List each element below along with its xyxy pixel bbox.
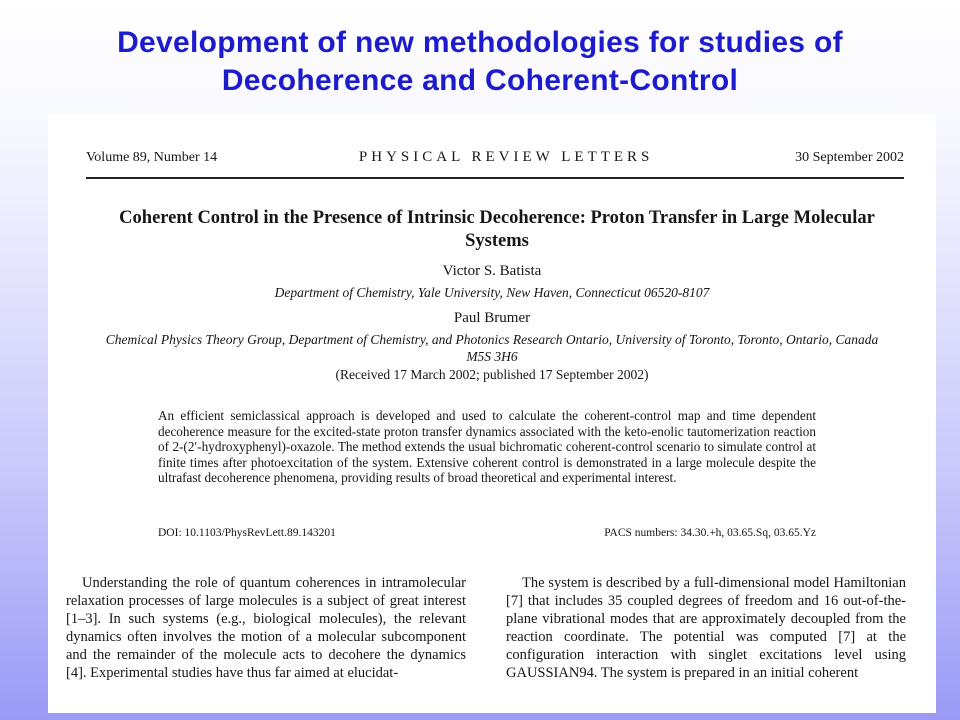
identifiers	[158, 527, 816, 539]
affiliation-1: Department of Chemistry, Yale University, New Haven, Connecticut 06520-8107	[274, 285, 710, 300]
article-title: Coherent Control in the Presence of Intrinsic Decoherence: Proton Transfer in Large Molecular Systems	[119, 208, 875, 251]
journal-name: PHYSICAL REVIEW LETTERS	[358, 149, 654, 165]
slide-title-line-1: Development of new methodologies for studies of	[117, 26, 843, 59]
journal-header	[86, 149, 904, 166]
abstract: An efficient semiclassical approach is developed and used to calculate the coherent-control map and time dependent decoherence measure for the excited-state proton transfer dynamics associated with the keto-enolic tautomerization reaction of 2-(2′-hydroxyphenyl)-oxazole. The method extends the usual bichromatic coherent-control scenario to simulate control at finite times after photoexcitation of the system. Extensive coherent control is demonstrated in a large molecule despite the ultrafast decoherence phenomena, providing results of broad theoretical and experimental interest.	[158, 408, 816, 486]
affiliation-2: Chemical Physics Theory Group, Department of Chemistry, and Photonics Research Ontario, University of Toronto, Toronto, Ontario, Canada M5S 3H6	[105, 332, 879, 364]
volume-number: Volume 89, Number 14	[86, 150, 218, 165]
issue-date: 30 September 2002	[795, 150, 904, 165]
pacs-numbers: PACS numbers: 34.30.+h, 03.65.Sq, 03.65.Yz	[604, 527, 816, 539]
paper-image	[48, 113, 936, 713]
doi: DOI: 10.1103/PhysRevLett.89.143201	[158, 527, 336, 539]
body-column-right: The system is described by a full-dimensional model Hamiltonian [7] that includes 35 coupled degrees of freedom and 16 out-of-the-plane vibrational modes that are approximately decoupled from the reaction coordinate. The potential was computed [7] at the configuration interaction with singlet excitations level using GAUSSIAN94. The system is prepared in an initial coherent	[506, 575, 906, 681]
header-rule	[86, 177, 904, 179]
slide-title-line-2: Decoherence and Coherent-Control	[221, 64, 739, 97]
body-column-left: Understanding the role of quantum coherences in intramolecular relaxation processes of large molecules is a subject of great interest [1–3]. In such systems (e.g., biological molecules), the relevant dynamics often involves the motion of a molecular subcomponent and the remainder of the molecule acts to decohere the dynamics [4]. Experimental studies have thus far aimed at elucidat-	[66, 575, 466, 681]
author-1: Victor S. Batista	[442, 263, 542, 279]
received-dates: (Received 17 March 2002; published 17 September 2002)	[335, 367, 649, 382]
author-2: Paul Brumer	[453, 310, 531, 326]
slide-title	[0, 24, 960, 100]
